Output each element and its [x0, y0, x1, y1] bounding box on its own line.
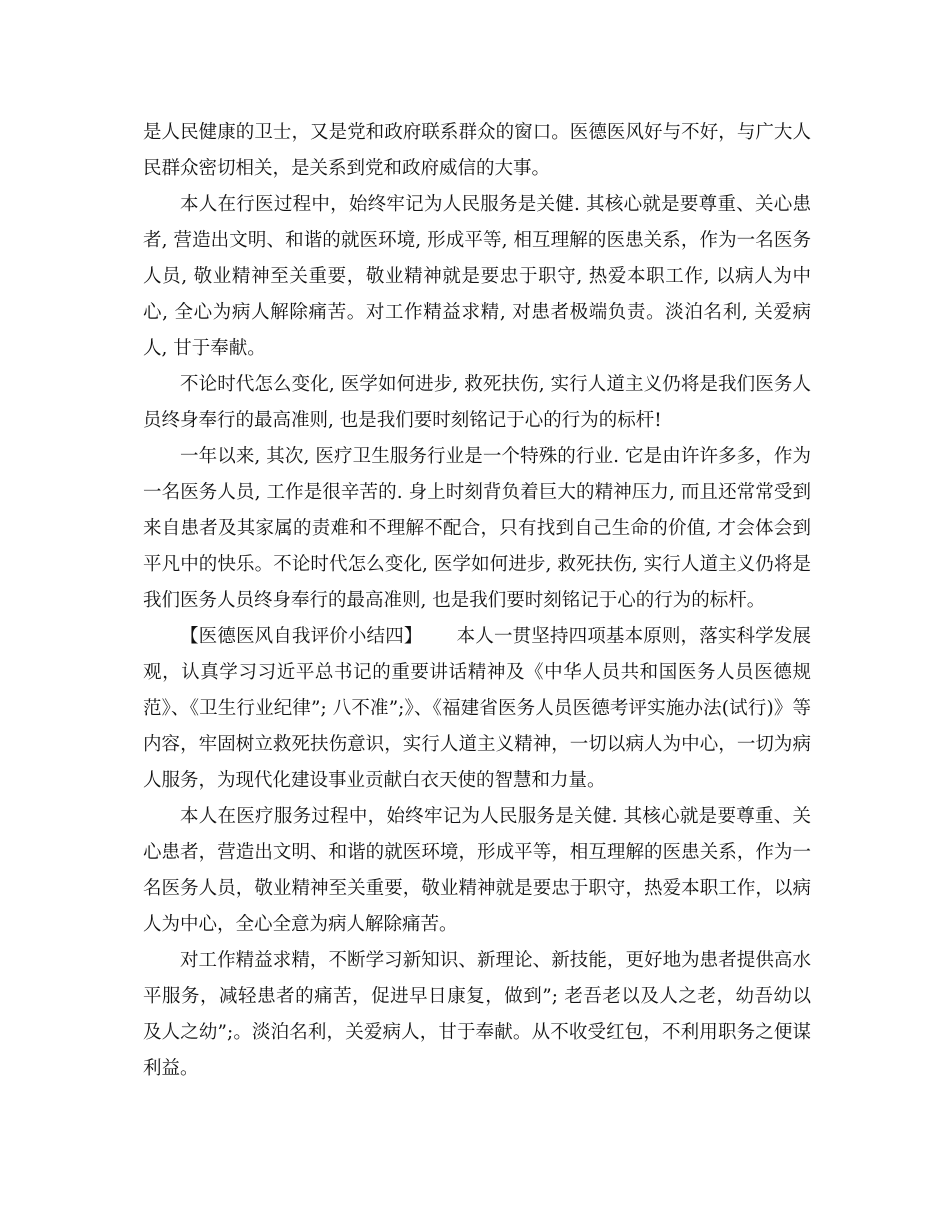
document-body: [143, 115, 811, 1087]
paragraph-7: 对工作精益求精，不断学习新知识、新理论、新技能，更好地为患者提供高水平服务，减轻患者的痛苦，促进早日康复，做到”; 老吾老以及人之老，幼吾幼以及人之幼”;。淡泊名利，关爱病人，甘于奉献。从不收受红包，不利用职务之便谋利益。: [143, 950, 811, 1079]
section-heading: 【医德医风自我评价小结四】: [180, 626, 423, 647]
paragraph-5-text: 本人一贯坚持四项基本原则，落实科学发展观，认真学习习近平总书记的重要讲话精神及《中华人员共和国医务人员医德规范》、《卫生行业纪律”; 八不准”;》、《福建省医务人员医德考评实施办法(试行)》等内容，牢固树立救死扶伤意识，实行人道主义精神，一切以病人为中心，一切为病人服务，为现代化建设事业贡献白衣天使的智慧和力量。: [143, 626, 811, 791]
paragraph-2: 本人在行医过程中，始终牢记为人民服务是关健. 其核心就是要尊重、关心患者, 营造出文明、和谐的就医环境, 形成平等, 相互理解的医患关系，作为一名医务人员, 敬业精神至关重要，敬业精神就是要忠于职守, 热爱本职工作, 以病人为中心, 全心为病人解除痛苦。对工作精益求精, 对患者极端负责。淡泊名利, 关爱病人, 甘于奉献。: [143, 194, 811, 359]
paragraph-3: 不论时代怎么变化, 医学如何进步, 救死扶伤, 实行人道主义仍将是我们医务人员终身奉行的最高准则, 也是我们要时刻铭记于心的行为的标杆!: [143, 374, 811, 431]
paragraph-5: [143, 619, 811, 799]
paragraph-6: 本人在医疗服务过程中，始终牢记为人民服务是关健. 其核心就是要尊重、关心患者，营造出文明、和谐的就医环境，形成平等，相互理解的医患关系，作为一名医务人员，敬业精神至关重要，敬业精神就是要忠于职守，热爱本职工作，以病人为中心，全心全意为病人解除痛苦。: [143, 806, 811, 935]
paragraph-1: 是人民健康的卫士，又是党和政府联系群众的窗口。医德医风好与不好，与广大人民群众密切相关，是关系到党和政府威信的大事。: [143, 122, 811, 179]
paragraph-4: 一年以来, 其次, 医疗卫生服务行业是一个特殊的行业. 它是由许许多多，作为一名医务人员, 工作是很辛苦的. 身上时刻背负着巨大的精神压力, 而且还常常受到来自患者及其家属的责难和不理解不配合，只有找到自己生命的价值, 才会体会到平凡中的快乐。不论时代怎么变化, 医学如何进步, 救死扶伤, 实行人道主义仍将是我们医务人员终身奉行的最高准则, 也是我们要时刻铭记于心的行为的标杆。: [143, 446, 811, 611]
